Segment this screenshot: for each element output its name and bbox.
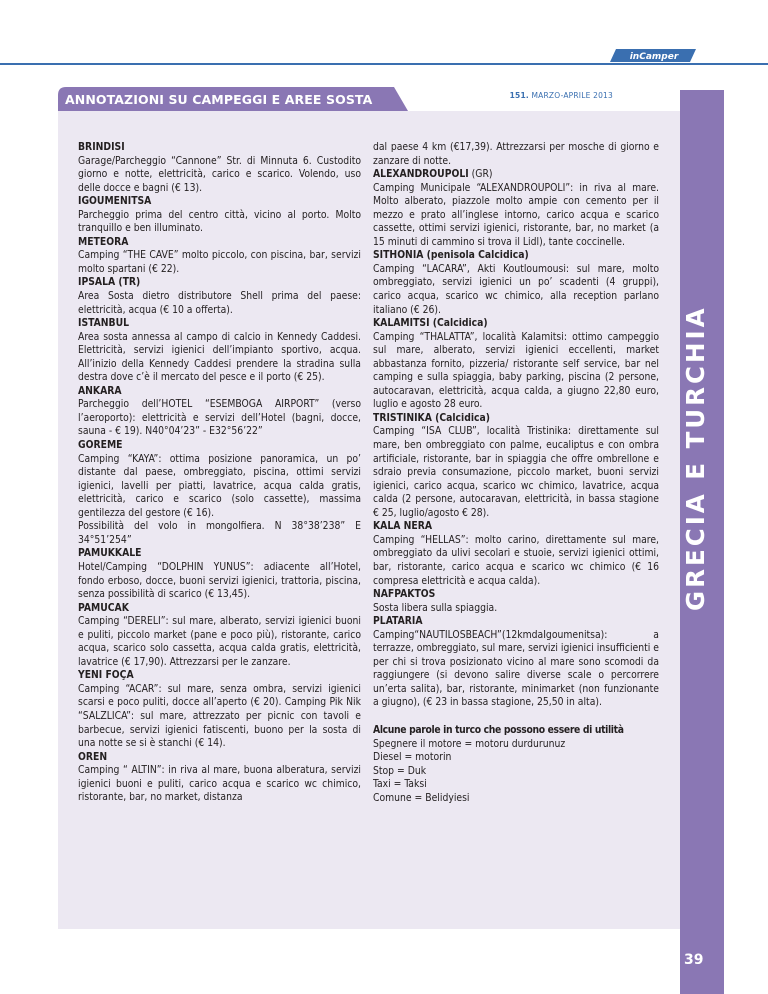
place-description: Camping “THALATTA”, località Kalamitsi: ottimo campeggio sul mare, alberato, servizi igienici eccellenti, market abbastanza fornito, pizzeria/ ristorante self service, bar nel camping e sulla spiaggia, baby parking, piscina (2 persone, autocaravan, elettricità, acqua calda, a giugno 22,80 euro, luglio e agosto 28 euro.: [373, 330, 659, 411]
issue-info: [510, 91, 613, 100]
place-heading-text: ALEXANDROUPOLI: [373, 168, 469, 181]
place-description: Camping “ACAR”: sul mare, senza ombra, servizi igienici scarsi e poco puliti, docce all’aperto (€ 20). Camping Pik Nik “SALZLICA”: sul mare, attrezzato per picnic con tavoli e barbecue, servizi igienici fatiscenti, buono per la sosta di una notte se si è stanchi (€ 14).: [78, 682, 361, 750]
spacer: [373, 710, 659, 724]
place-description: Camping “DERELI”: sul mare, alberato, servizi igienici buoni e puliti, piccolo market (pane e poco più), ristorante, carico acqua, scarico solo cassetta, acqua calda gratis, elettricità, lavatrice (€ 17,90). Attrezzarsi per le zanzare.: [78, 615, 361, 668]
place-heading: [78, 669, 361, 683]
place-heading-text: ISTANBUL: [78, 317, 130, 330]
magazine-logo: [610, 48, 696, 63]
place-description: Comune = Belidyiesi: [373, 791, 470, 804]
place-heading: [78, 141, 361, 155]
place-description: Hotel/Camping “DOLPHIN YUNUS”: adiacente all’Hotel, fondo erboso, docce, buoni servizi igienici, trattoria, piscina, senza possibilità di scarico (€ 13,45).: [78, 560, 361, 601]
place-heading-text: ANKARA: [78, 384, 122, 397]
place-heading-text: PAMUKKALE: [78, 547, 142, 560]
header-rule: [0, 63, 768, 65]
place-heading: [373, 168, 659, 182]
place-heading: [78, 547, 361, 561]
place-description: Camping “KAYA”: ottima posizione panoramica, un po’ distante dal paese, ombreggiato, piscina, ottimi servizi igienici, lavelli per piatti, lavatrice, acqua calda gratis, elettricità, carico e scarico (solo cassette), massima gentilezza del gestore (€ 16).: [78, 452, 361, 519]
glossary-title: Alcune parole in turco che possono essere di utilità: [373, 723, 624, 736]
place-description: Taxi = Taksi: [373, 778, 427, 791]
issue-number: 151.: [509, 91, 529, 100]
place-heading: [373, 317, 659, 331]
place-heading-text: BRINDISI: [78, 141, 125, 153]
place-heading: [78, 276, 361, 290]
place-heading-text: IGOUMENITSA: [78, 195, 152, 208]
place-heading-text: PLATARIA: [373, 615, 423, 628]
place-heading: [78, 385, 361, 399]
place-heading: [78, 751, 361, 765]
place-heading-text: GOREME: [78, 439, 123, 452]
place-description: Stop = Duk: [373, 764, 427, 777]
place-description: Camping “ISA CLUB”, località Tristinika: direttamente sul mare, ben ombreggiato con palme, eucaliptus e con ombra artificiale, ristorante, bar in spiaggia che offre ombrellone e sdraio previa consumazione, piccolo market, buoni servizi igienici, carico acqua, scarico wc chimico, lavatrice, acqua calda (2 persone, autocaravan, elettricità, in bassa stagione € 25, luglio/agosto € 28).: [373, 425, 659, 519]
place-heading-text: METEORA: [78, 235, 129, 248]
place-heading-text: OREN: [78, 750, 108, 763]
place-heading: [373, 588, 659, 602]
place-heading-text: PAMUCAK: [78, 601, 129, 614]
place-description: Area Sosta dietro distributore Shell prima del paese: elettricità, acqua (€ 10 a offerta).: [78, 290, 361, 316]
svg-text:inCamper: inCamper: [629, 52, 679, 62]
place-description: Parcheggio prima del centro città, vicino al porto. Molto tranquillo e ben illuminato.: [78, 208, 361, 235]
place-description: Sosta libera sulla spiaggia.: [373, 601, 498, 614]
place-description: Possibilità del volo in mongolfiera. N 38°38’238” E 34°51’254”: [78, 520, 361, 546]
place-heading: [78, 602, 361, 616]
place-description: Garage/Parcheggio “Cannone” Str. di Minnuta 6. Custodito giorno e notte, elettricità, carico e scarico. Volendo, uso delle docce e bagni (€ 13).: [78, 154, 361, 194]
page-number: 39: [684, 952, 704, 968]
place-heading: [373, 615, 659, 629]
place-heading-text: KALA NERA: [373, 520, 433, 533]
place-heading: [373, 412, 659, 426]
place-description: Camping“NAUTILOSBEACH”(12kmdaIgoumenitsa): a terrazze, ombreggiato, sul mare, servizi igienici insufficienti e per chi si trova posizionato vicino al mare sono scomodi da raggiungere (si devono salire diverse scale o percorrere un’erta salita), bar, ristorante, minimarket (non funzionante a giugno), (€ 23 in bassa stagione, 25,50 in alta).: [373, 628, 659, 709]
place-heading-text: TRISTINIKA (Calcidica): [373, 411, 490, 424]
place-description: dal paese 4 km (€17,39). Attrezzarsi per mosche di giorno e zanzare di notte.: [373, 141, 659, 167]
place-description: Camping Municipale “ALEXANDROUPOLI”: in riva al mare. Molto alberato, piazzole molto ampie con cemento per il mezzo e prato all’inglese intorno, carico acqua e scarico cassette, ottimi servizi igienici, ristorante, bar, no market (a 15 minuti di cammino si trova il Lidl), tante coccinelle.: [373, 181, 659, 248]
place-heading: [78, 317, 361, 331]
place-heading-suffix: (GR): [468, 168, 493, 181]
left-column: [78, 141, 361, 805]
place-heading-text: SITHONIA (penisola Calcidica): [373, 249, 529, 262]
place-heading: [373, 520, 659, 534]
place-heading-text: NAFPAKTOS: [373, 588, 436, 601]
place-description: Camping “HELLAS”: molto carino, direttamente sul mare, ombreggiato da ulivi secolari e stuoie, servizi igienici ottimi, bar, ristorante, carico acqua e scarico wc chimico (€ 16 compresa elettricità e acqua calda).: [373, 533, 659, 587]
place-description: Diesel = motorin: [373, 751, 452, 764]
place-heading: [373, 249, 659, 263]
place-heading-text: KALAMITSI (Calcidica): [373, 317, 488, 330]
place-heading: [78, 439, 361, 453]
place-heading-text: YENI FOÇA: [78, 669, 134, 682]
issue-date: MARZO-APRILE 2013: [531, 91, 613, 100]
place-description: Area sosta annessa al campo di calcio in Kennedy Caddesi. Elettricità, servizi igienici dell’impianto sportivo, acqua. All’inizio della Kennedy Caddesi prendere la stradina sulla destra dove c’è il mercato del pesce e il porto (€ 25).: [78, 330, 361, 384]
place-heading: [78, 195, 361, 209]
place-description: Camping “THE CAVE” molto piccolo, con piscina, bar, servizi molto spartani (€ 22).: [78, 249, 361, 275]
side-title: GRECIA E TURCHIA: [681, 305, 710, 611]
section-tab-label: ANNOTAZIONI SU CAMPEGGI E AREE SOSTA: [65, 92, 373, 107]
place-description: Spegnere il motore = motoru durdurunuz: [373, 737, 566, 750]
place-description: Camping “ ALTIN”: in riva al mare, buona alberatura, servizi igienici buoni e puliti, carico acqua e scarico wc chimico, ristorante, bar, no market, distanza: [78, 764, 361, 804]
place-description: Camping “LACARA”, Akti Koutloumousi: sul mare, molto ombreggiato, servizi igienici un po’ scadenti (4 gruppi), carico acqua, scarico wc chimico, alla reception parlano italiano (€ 26).: [373, 262, 659, 316]
place-heading: [78, 236, 361, 250]
right-column: [373, 141, 659, 805]
place-heading-text: IPSALA (TR): [78, 276, 141, 289]
place-description: Parcheggio dell’HOTEL “ESEMBOGA AIRPORT” (verso l’aeroporto): elettricità e servizi dell’Hotel (bagni, docce, sauna - € 19). N40°04’23” - E32°56’22”: [78, 398, 361, 438]
